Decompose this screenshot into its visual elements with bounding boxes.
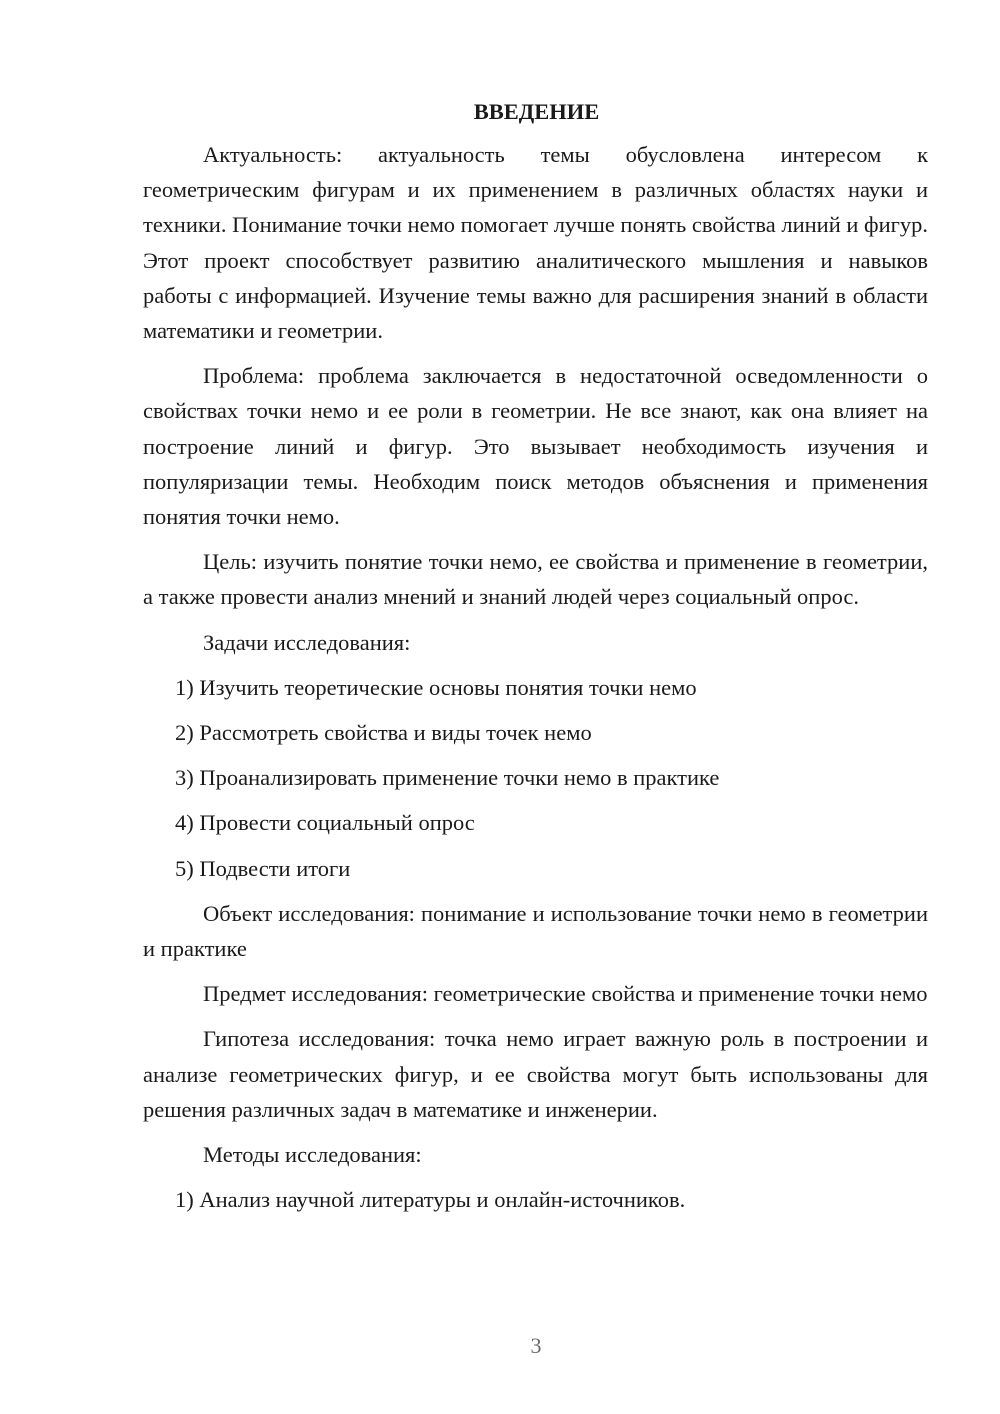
goal-paragraph: Цель: изучить понятие точки немо, ее свойства и применение в геометрии, а также провести анализ мнений и знаний людей через социальный опрос. bbox=[143, 549, 928, 610]
list-item: 4) Провести социальный опрос bbox=[175, 810, 475, 836]
list-item: 1) Изучить теоретические основы понятия точки немо bbox=[175, 674, 697, 700]
list-item: 2) Рассмотреть свойства и виды точек немо bbox=[175, 720, 592, 746]
list-item: 3) Проанализировать применение точки немо в практике bbox=[175, 765, 720, 791]
list-item: 5) Подвести итоги bbox=[175, 855, 351, 881]
methods-title: Методы исследования: bbox=[203, 1142, 422, 1168]
tasks-title: Задачи исследования: bbox=[203, 629, 411, 655]
document-page bbox=[143, 96, 928, 1227]
methods-list bbox=[143, 1182, 928, 1217]
relevance-paragraph: Актуальность: актуальность темы обусловлена интересом к геометрическим фигурам и их применением в различных областях науки и техники. Понимание точки немо помогает лучше понять свойства линий и фигур. Этот проект способствует развитию аналитического мышления и навыков работы с информацией. Изучение темы важно для расширения знаний в области математики и геометрии. bbox=[143, 142, 928, 344]
problem-paragraph: Проблема: проблема заключается в недостаточной осведомленности о свойствах точки немо и ее роли в геометрии. Не все знают, как она влияет на построение линий и фигур. Это вызывает необходимость изучения и популяризации темы. Необходим поиск методов объяснения и применения понятия точки немо. bbox=[143, 363, 928, 530]
page-title: ВВЕДЕНИЕ bbox=[473, 99, 600, 124]
page-number: 3 bbox=[530, 1333, 542, 1358]
tasks-list bbox=[143, 670, 928, 886]
subject-paragraph: Предмет исследования: геометрические свойства и применение точки немо bbox=[203, 981, 928, 1007]
hypothesis-paragraph: Гипотеза исследования: точка немо играет важную роль в построении и анализе геометрических фигур, и ее свойства могут быть использованы для решения различных задач в математике и инженерии. bbox=[143, 1026, 928, 1122]
object-paragraph: Объект исследования: понимание и использование точки немо в геометрии и практике bbox=[143, 900, 928, 962]
list-item: 1) Анализ научной литературы и онлайн-источников. bbox=[175, 1187, 686, 1213]
